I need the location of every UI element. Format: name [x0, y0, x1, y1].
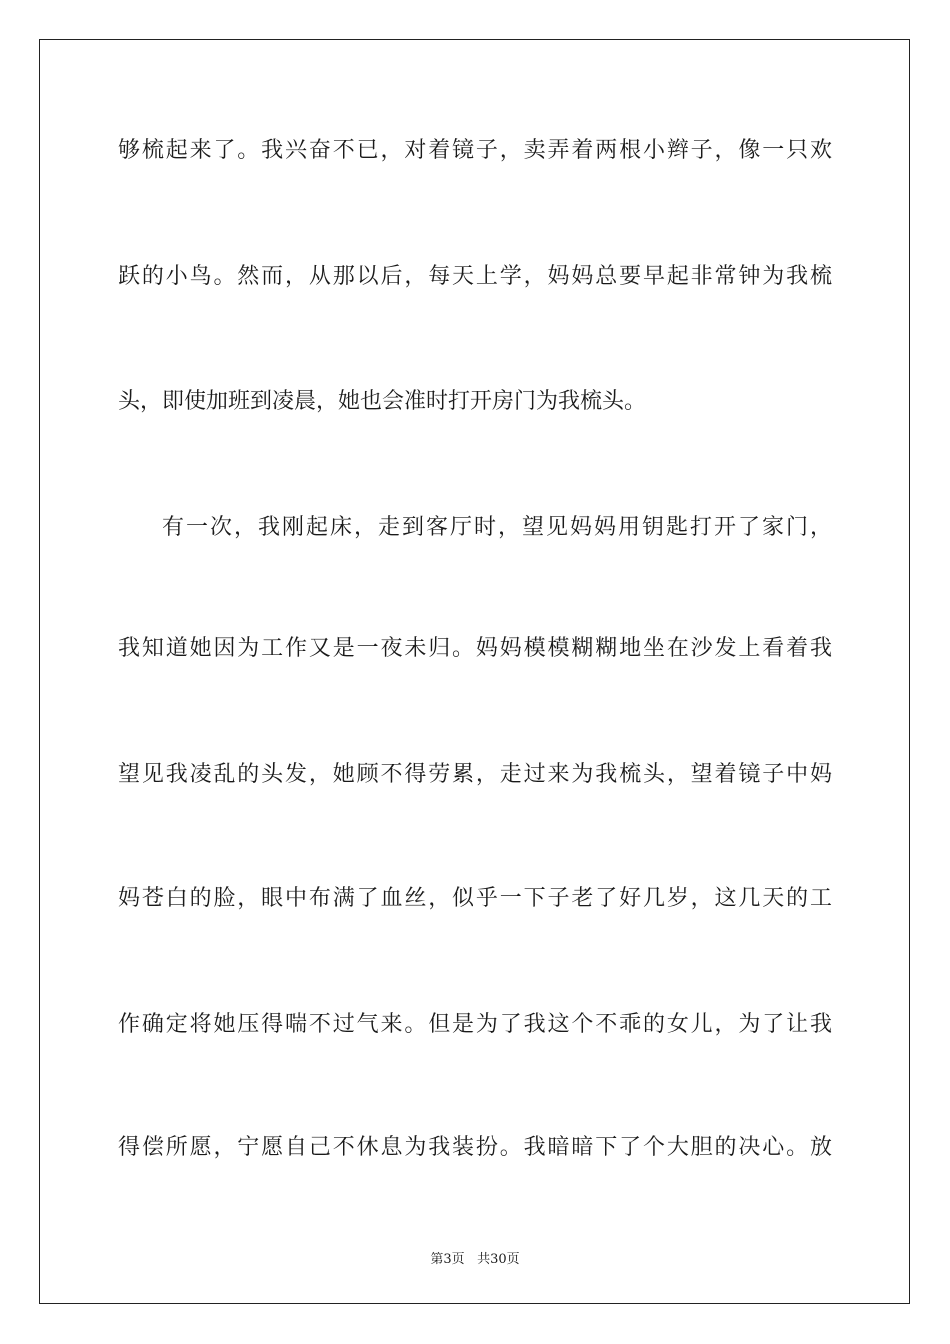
- page-total: 共30页: [477, 1252, 520, 1267]
- page-border: [39, 39, 910, 1304]
- text-line-7: 妈苍白的脸，眼中布满了血丝，似乎一下子老了好几岁，这几天的工: [118, 886, 832, 911]
- text-line-2: 跃的小鸟。然而，从那以后，每天上学，妈妈总要早起非常钟为我梳: [118, 264, 832, 289]
- text-line-4: 有一次，我刚起床，走到客厅时，望见妈妈用钥匙打开了家门，: [162, 515, 832, 540]
- text-line-9: 得偿所愿，宁愿自己不休息为我装扮。我暗暗下了个大胆的决心。放: [118, 1135, 832, 1160]
- text-line-5: 我知道她因为工作又是一夜未归。妈妈模模糊糊地坐在沙发上看着我: [118, 636, 832, 661]
- text-line-1: 够梳起来了。我兴奋不已，对着镜子，卖弄着两根小辫子，像一只欢: [118, 138, 832, 163]
- page-footer: [0, 1248, 950, 1267]
- text-line-8: 作确定将她压得喘不过气来。但是为了我这个不乖的女儿，为了让我: [118, 1012, 832, 1037]
- page-number: 第3页: [430, 1252, 465, 1267]
- text-line-6: 望见我凌乱的头发，她顾不得劳累，走过来为我梳头，望着镜子中妈: [118, 762, 832, 787]
- text-line-3: 头，即使加班到凌晨，她也会准时打开房门为我梳头。: [118, 389, 647, 414]
